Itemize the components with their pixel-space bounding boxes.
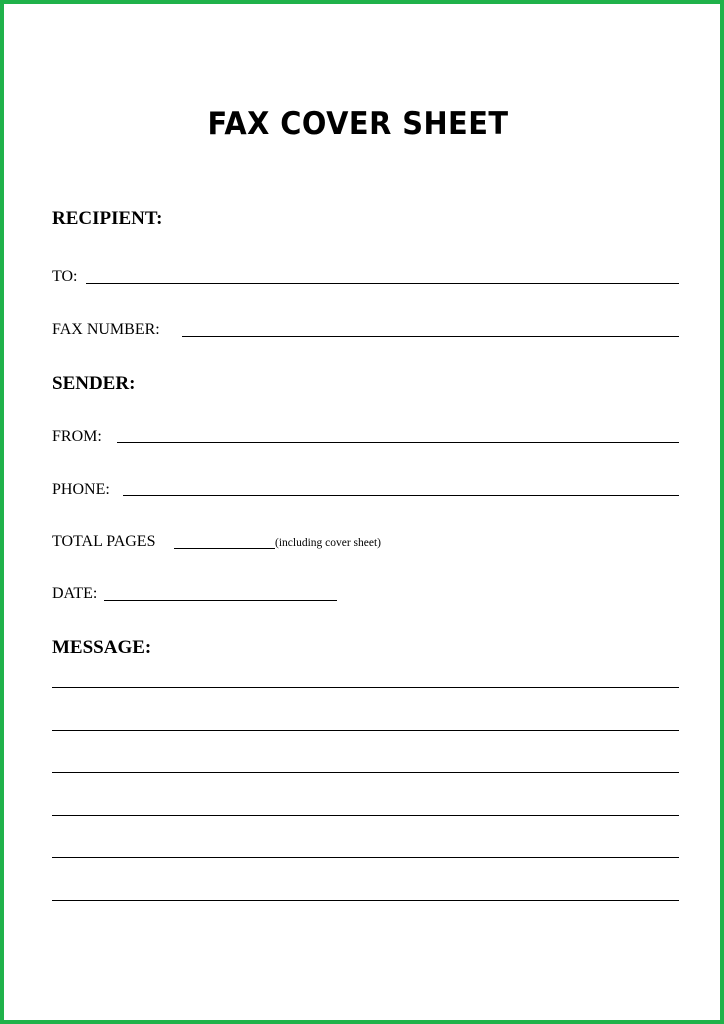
message-line[interactable]: [52, 857, 679, 858]
date-label: DATE:: [52, 585, 98, 602]
from-field-line[interactable]: [117, 442, 679, 443]
sender-heading: SENDER:: [52, 373, 136, 394]
recipient-heading: RECIPIENT:: [52, 208, 163, 229]
to-field-line[interactable]: [86, 283, 679, 284]
message-line[interactable]: [52, 815, 679, 816]
fax-number-field-line[interactable]: [182, 336, 679, 337]
from-label: FROM:: [52, 428, 102, 445]
phone-field-line[interactable]: [123, 495, 679, 496]
fax-number-label: FAX NUMBER:: [52, 321, 160, 338]
message-line[interactable]: [52, 687, 679, 688]
total-pages-note: (including cover sheet): [275, 537, 382, 549]
to-label: TO:: [52, 268, 78, 285]
message-line[interactable]: [52, 730, 679, 731]
phone-label: PHONE:: [52, 481, 110, 498]
total-pages-label: TOTAL PAGES: [52, 533, 156, 550]
message-line[interactable]: [52, 900, 679, 901]
message-heading: MESSAGE:: [52, 637, 152, 658]
total-pages-field-line[interactable]: [174, 548, 275, 549]
page-title: FAX COVER SHEET: [207, 106, 509, 142]
date-field-line[interactable]: [104, 600, 337, 601]
message-line[interactable]: [52, 772, 679, 773]
